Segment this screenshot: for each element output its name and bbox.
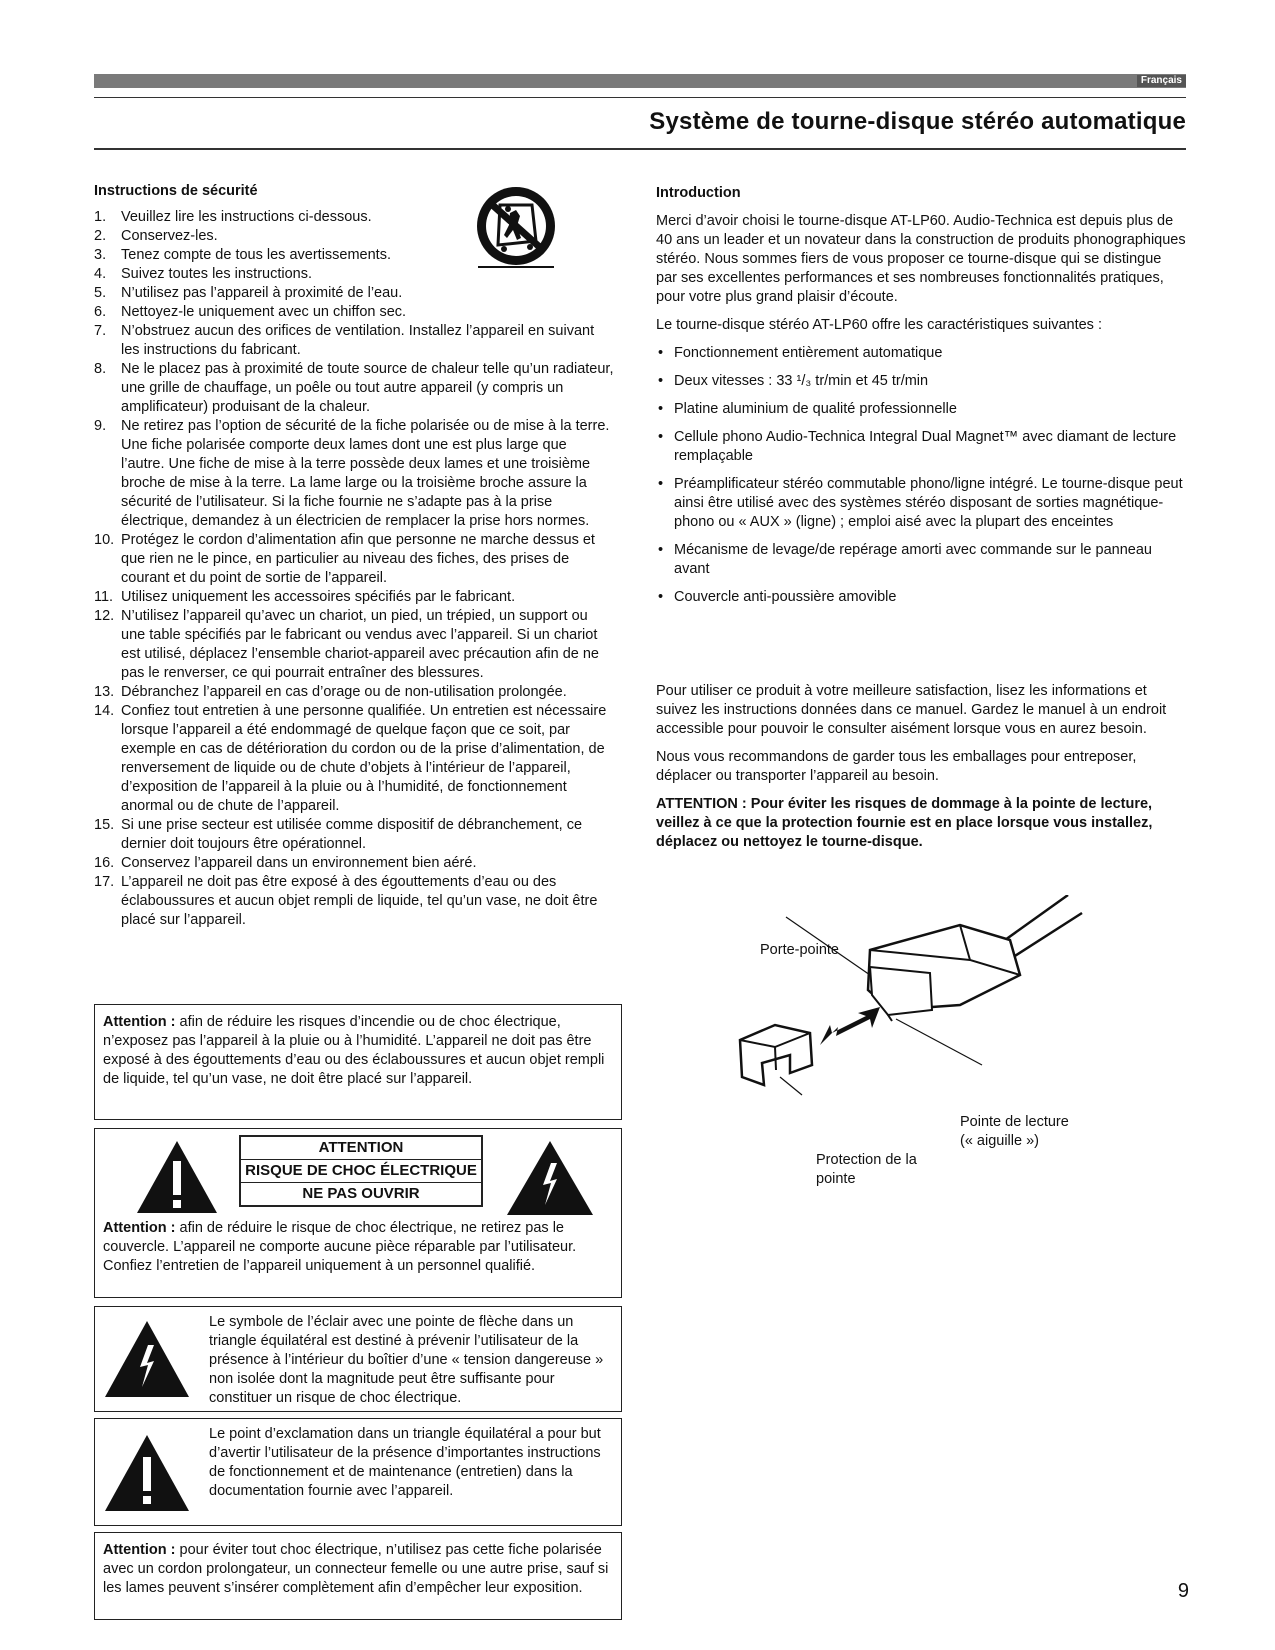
lightning-triangle-icon — [505, 1139, 595, 1217]
intro-paragraph: Merci d’avoir choisi le tourne-disque AT-LP60. Audio-Technica est depuis plus de 40 ans un leader et un novateur dans la construction de produits phonographiques stéréo. Nous sommes fiers de vous proposer ce tourne-disque qui se distingue par ses excellentes performances et ses nombreuses fonctionnalités pratiques, pour votre plus grand plaisir d’écoute. — [656, 213, 1186, 305]
safety-list — [94, 208, 614, 930]
sign-line-2: RISQUE DE CHOC ÉLECTRIQUE — [241, 1159, 481, 1182]
safety-heading: Instructions de sécurité — [94, 183, 258, 199]
label-pointe-lecture-1: Pointe de lecture — [960, 1114, 1069, 1130]
list-item: 8. Ne le placez pas à proximité de toute source de chaleur telle qu’un radiateur, une grille de chauffage, un poêle ou tout autre appareil (y compris un amplificateur) produisant de la chaleur. — [94, 361, 614, 415]
feature-list — [656, 344, 1186, 607]
usage-notes — [656, 682, 1186, 861]
lightning-triangle-icon — [103, 1319, 191, 1399]
label-porte-pointe: Porte-pointe — [760, 942, 839, 958]
list-item: 6. Nettoyez-le uniquement avec un chiffon sec. — [94, 304, 407, 320]
attention-text: afin de réduire le risque de choc électrique, ne retirez pas le couvercle. L’appareil ne comporte aucune pièce réparable par l’utilisateur. Confiez l’entretien de l’appareil uniquement à un personnel qualifié. — [103, 1220, 577, 1274]
attention-text: afin de réduire les risques d’incendie ou de choc électrique, n’exposez pas l’appareil à la pluie ou à l’humidité. L’appareil ne doit pas être exposé à des égouttements d’eau ou des éclaboussures et aucun objet rempli de liquide, tel qu’un vase, ne doit être placé sur l’appareil. — [103, 1014, 605, 1087]
list-item: 4. Suivez toutes les instructions. — [94, 266, 313, 282]
attention-box-moisture — [94, 1004, 622, 1120]
attention-box-polarized — [94, 1532, 622, 1620]
language-tag: Français — [1137, 75, 1186, 87]
list-item: • Mécanisme de levage/de repérage amorti avec commande sur le panneau avant — [656, 541, 1186, 579]
header-rule — [94, 97, 1186, 98]
intro-heading: Introduction — [656, 185, 741, 201]
list-item: 13. Débranchez l’appareil en cas d’orage ou de non-utilisation prolongée. — [94, 684, 567, 700]
attention-lead: Attention : — [103, 1220, 176, 1236]
exclamation-symbol-box — [94, 1418, 622, 1526]
exclamation-description: Le point d’exclamation dans un triangle équilatéral a pour but d’avertir l’utilisateur de la présence d’importantes instructions de fonctionnement et de maintenance (entretien) dans la documentation fournie avec l’appareil. — [209, 1426, 601, 1499]
exclamation-triangle-icon — [103, 1433, 191, 1513]
attention-lead: Attention : — [103, 1542, 176, 1558]
shock-sign — [239, 1135, 483, 1207]
intro-paragraph: Le tourne-disque stéréo AT-LP60 offre les caractéristiques suivantes : — [656, 317, 1102, 333]
title-rule — [94, 148, 1186, 150]
sign-line-1: ATTENTION — [318, 1139, 404, 1156]
stylus-attention: ATTENTION : Pour éviter les risques de dommage à la pointe de lecture, veillez à ce que la protection fournie est en place lorsque vous installez, déplacez ou nettoyez le tourne-disque. — [656, 796, 1153, 850]
list-item: • Couvercle anti-poussière amovible — [656, 588, 1186, 607]
list-item: • Deux vitesses : 33 ¹/₃ tr/min et 45 tr/min — [656, 372, 1186, 391]
list-item: 12. N’utilisez l’appareil qu’avec un chariot, un pied, un trépied, un support ou une table spécifiés par le fabricant ou vendus avec l’appareil. Si un chariot est utilisé, déplacez l’ensemble chariot-appareil avec précaution afin de ne pas le renverser, ce qui pourrait entraîner des blessures. — [94, 608, 599, 681]
list-item: 2. Conservez-les. — [94, 228, 218, 244]
intro-paragraph: Nous vous recommandons de garder tous les emballages pour entreposer, déplacer ou transporter l’appareil au besoin. — [656, 749, 1137, 784]
intro-paragraph: Pour utiliser ce produit à votre meilleure satisfaction, lisez les informations et suivez les instructions données dans ce manuel. Gardez le manuel à un endroit accessible pour pouvoir le consulter aisément lorsque vous en aurez besoin. — [656, 683, 1167, 737]
list-item: 10. Protégez le cordon d’alimentation afin que personne ne marche dessus et que rien ne le pince, en particulier au niveau des fiches, des prises de courant et du point de sortie de l’appareil. — [94, 532, 595, 586]
page-number: 9 — [1177, 1580, 1189, 1602]
intro-body — [656, 212, 1186, 616]
list-item: • Fonctionnement entièrement automatique — [656, 344, 1186, 363]
label-pointe-lecture-2: (« aiguille ») — [960, 1133, 1039, 1149]
page-title: Système de tourne-disque stéréo automatique — [649, 108, 1186, 135]
list-item: 5. N’utilisez pas l’appareil à proximité de l’eau. — [94, 285, 403, 301]
list-item: 9. Ne retirez pas l’option de sécurité de la fiche polarisée ou de mise à la terre. Une fiche polarisée comporte deux lames dont une est plus large que l’autre. Une fiche de mise à la terre possède deux lames et une troisième broche de mise à la terre. La lame large ou la troisième broche assure la sécurité de l’utilisateur. Si la fiche fournie ne s’adapte pas à la prise électrique, demandez à un électricien de remplacer la prise hors normes. — [94, 418, 610, 529]
label-protection-2: pointe — [816, 1171, 856, 1187]
list-item: 1. Veuillez lire les instructions ci-dessous. — [94, 209, 372, 225]
list-item: 3. Tenez compte de tous les avertissements. — [94, 247, 391, 263]
header-bar — [94, 74, 1186, 88]
lightning-symbol-box — [94, 1306, 622, 1412]
list-item: 14. Confiez tout entretien à une personne qualifiée. Un entretien est nécessaire lorsque l’appareil a été endommagé de quelque façon que ce soit, par exemple en cas de détérioration du cordon ou de la prise d’alimentation, de renversement de liquide ou de chute d’objets à l’intérieur de l’appareil, d’exposition de l’appareil à la pluie ou à l’humidité, de fonctionnement anormal ou de chute de l’appareil. — [94, 703, 607, 814]
list-item: 16. Conservez l’appareil dans un environnement bien aéré. — [94, 855, 477, 871]
list-item: • Platine aluminium de qualité professionnelle — [656, 400, 1186, 419]
list-item: • Cellule phono Audio-Technica Integral Dual Magnet™ avec diamant de lecture remplaçable — [656, 428, 1186, 466]
sign-line-3: NE PAS OUVRIR — [241, 1182, 481, 1205]
list-item: 15. Si une prise secteur est utilisée comme dispositif de débranchement, ce dernier doit toujours être opérationnel. — [94, 817, 583, 852]
exclamation-triangle-icon — [135, 1139, 219, 1215]
list-item: 7. N’obstruez aucun des orifices de ventilation. Installez l’appareil en suivant les instructions du fabricant. — [94, 323, 595, 358]
list-item: 11. Utilisez uniquement les accessoires spécifiés par le fabricant. — [94, 589, 516, 605]
attention-box-shock — [94, 1128, 622, 1298]
attention-lead: Attention : — [103, 1014, 176, 1030]
label-protection-1: Protection de la — [816, 1152, 917, 1168]
list-item: • Préamplificateur stéréo commutable phono/ligne intégré. Le tourne-disque peut ainsi être utilisé avec des systèmes stéréo disposant de sorties magnétique-phono ou « AUX » (ligne) ; emploi aisé avec la plupart des enceintes — [656, 475, 1186, 532]
attention-text: pour éviter tout choc électrique, n’utilisez pas cette fiche polarisée avec un cordon prolongateur, un connecteur femelle ou une autre prise, sauf si les lames peuvent s’insérer complètement afin d’empêcher leur exposition. — [103, 1542, 609, 1596]
lightning-description: Le symbole de l’éclair avec une pointe de flèche dans un triangle équilatéral est destiné à prévenir l’utilisateur de la présence à l’intérieur du boîtier d’une « tension dangereuse » non isolée dont la magnitude peut être suffisante pour constituer un risque de choc électrique. — [209, 1314, 604, 1406]
list-item: 17. L’appareil ne doit pas être exposé à des égouttements d’eau ou des éclaboussures et aucun objet rempli de liquide, tel qu’un vase, ne doit être placé sur l’appareil. — [94, 874, 598, 928]
